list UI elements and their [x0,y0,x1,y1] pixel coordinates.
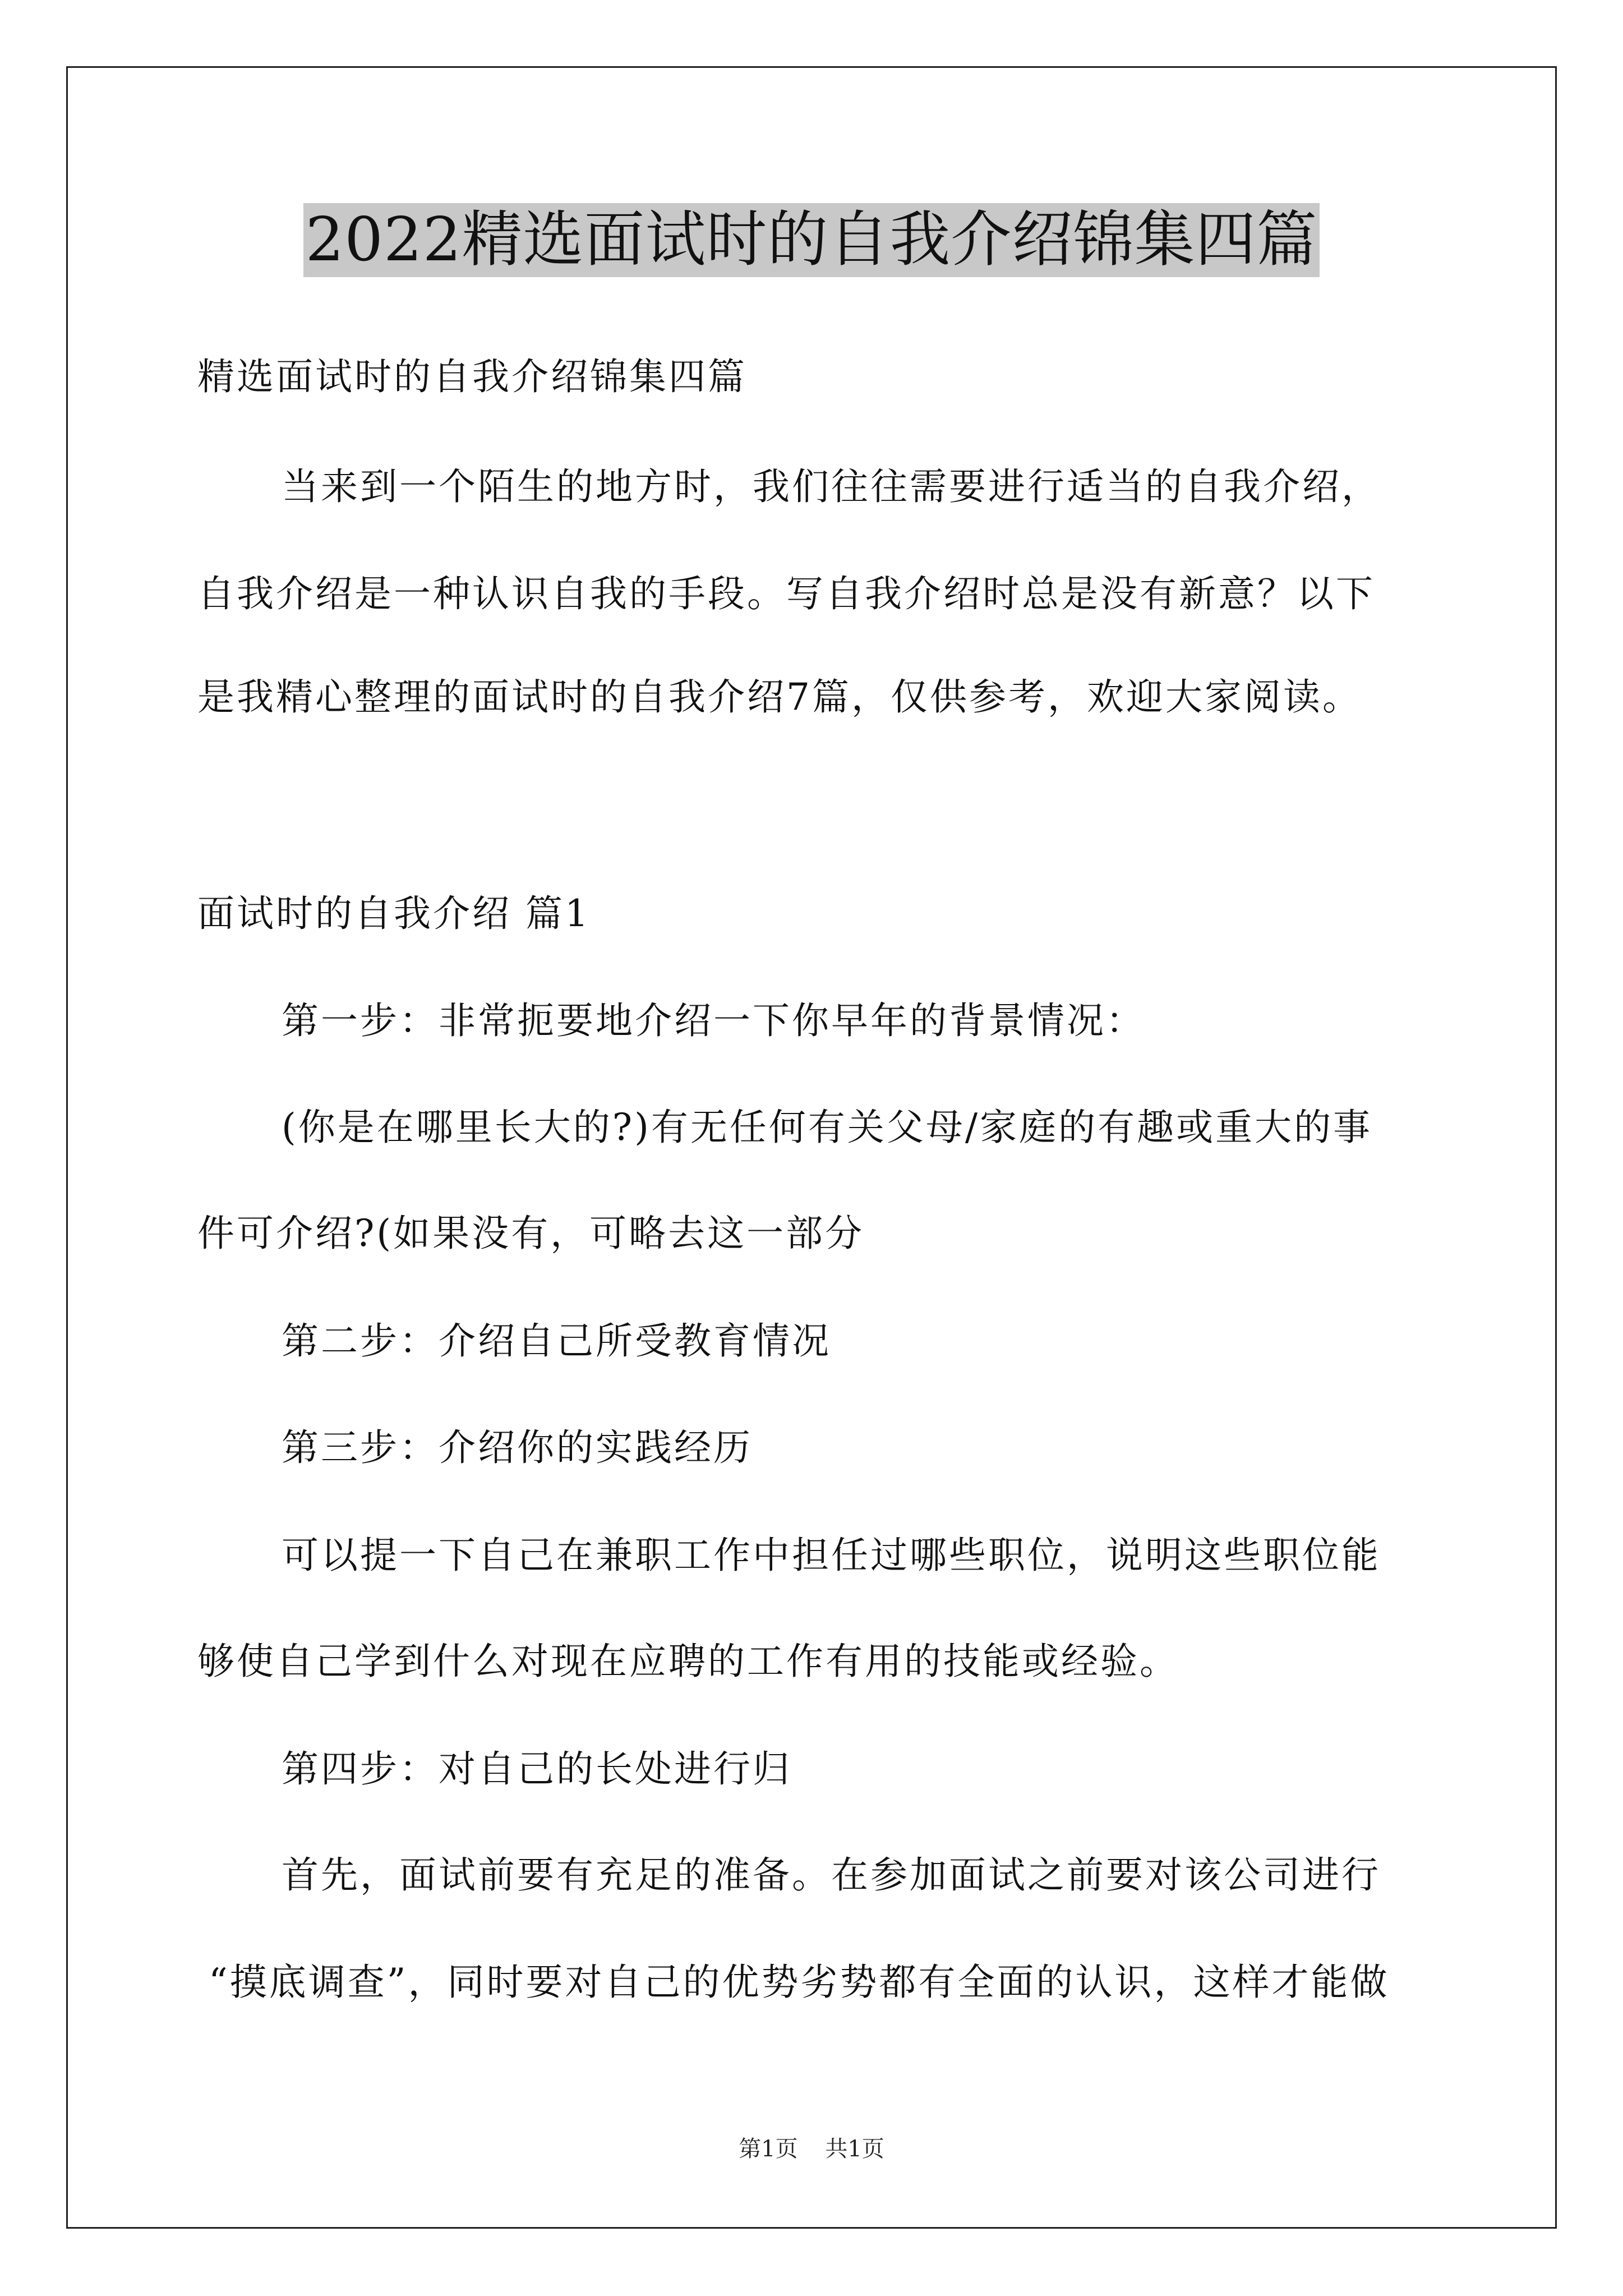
paragraph-line: “摸底调查”，同时要对自己的优势劣势都有全面的认识，这样才能做 [209,1961,1390,2004]
paragraph-line: 第一步：非常扼要地介绍一下你早年的背景情况： [282,999,1145,1042]
paragraph-line: 当来到一个陌生的地方时，我们往往需要进行适当的自我介绍， [282,465,1381,508]
document-subtitle: 精选面试时的自我介绍锦集四篇 [197,355,747,398]
page-number: 第1页 [739,2136,798,2162]
title-container [0,203,1623,277]
page-total: 共1页 [825,2136,884,2162]
paragraph-line: 可以提一下自己在兼职工作中担任过哪些职位，说明这些职位能 [282,1534,1381,1577]
paragraph-line: 够使自己学到什么对现在应聘的工作有用的技能或经验。 [197,1640,1179,1683]
paragraph-line: 件可介绍?(如果没有，可略去这一部分 [197,1212,865,1255]
document-title: 2022精选面试时的自我介绍锦集四篇 [303,203,1320,277]
paragraph-line: 第三步：介绍你的实践经历 [282,1426,753,1469]
page-footer [0,2135,1623,2163]
paragraph-line: 首先，面试前要有充足的准备。在参加面试之前要对该公司进行 [282,1853,1381,1897]
paragraph-line: (你是在哪里长大的?)有无任何有关父母/家庭的有趣或重大的事 [282,1106,1373,1149]
paragraph-line: 自我介绍是一种认识自我的手段。写自我介绍时总是没有新意？以下 [197,572,1375,615]
paragraph-line: 第二步：介绍自己所受教育情况 [282,1319,831,1363]
paragraph-line: 是我精心整理的面试时的自我介绍7篇，仅供参考，欢迎大家阅读。 [197,675,1362,719]
paragraph-line: 第四步：对自己的长处进行归 [282,1747,792,1791]
section-heading: 面试时的自我介绍 篇1 [197,892,591,935]
